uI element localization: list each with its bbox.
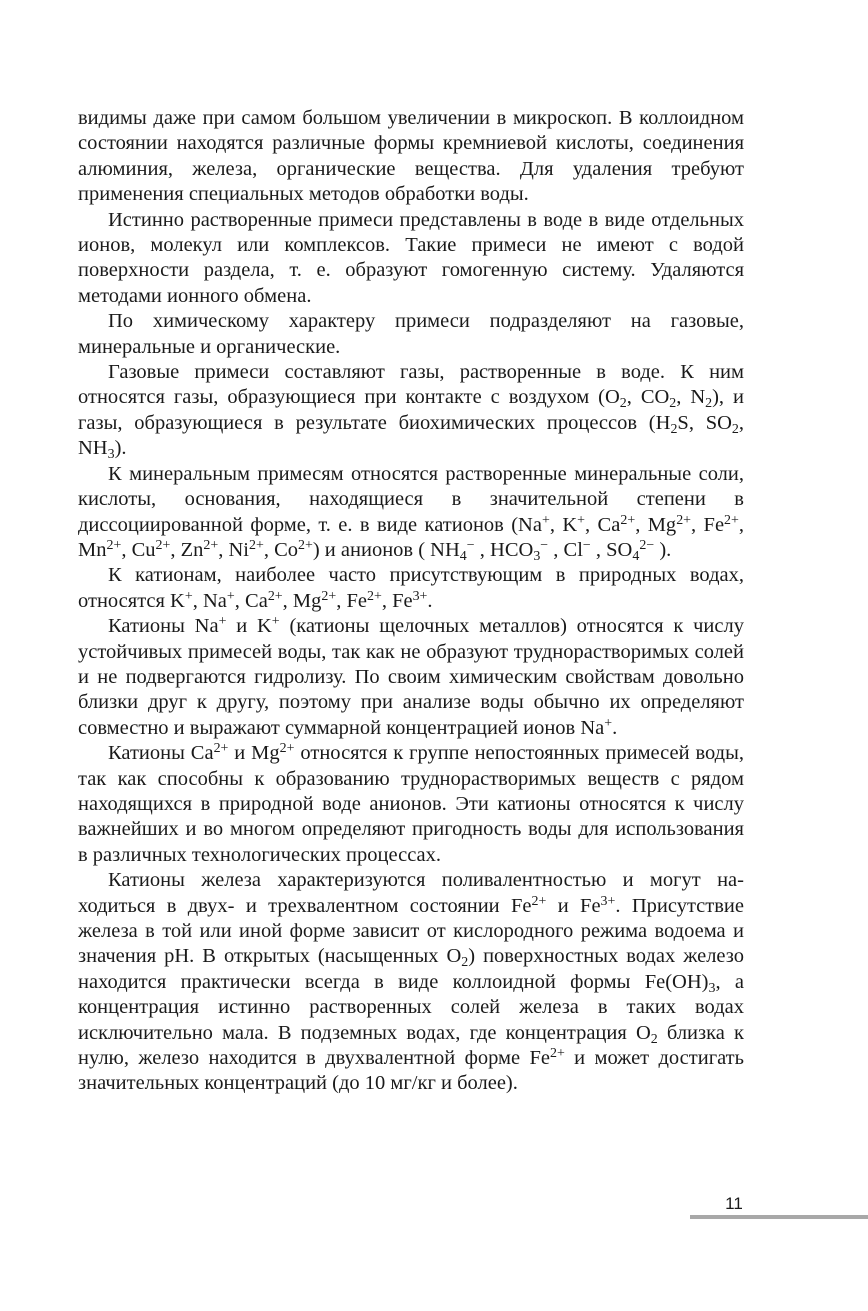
superscript: − (540, 537, 549, 553)
text-run: и может достигать значительных концентраций (до 10 мг/кг и более). (78, 1047, 744, 1095)
paragraph-iron-cations (78, 868, 744, 1097)
text-run: и Mg (228, 742, 280, 765)
text-run: S, SO (677, 411, 732, 434)
text-run: , Na (192, 589, 227, 612)
text-run: , Mg (635, 513, 677, 536)
text-run: ) и анионов ( NH (312, 538, 460, 561)
superscript: 2− (639, 537, 655, 553)
text-run: ). (114, 437, 127, 460)
text-run: , HCO (474, 538, 534, 561)
text-run: , Cl (548, 538, 583, 561)
superscript: 2+ (248, 537, 264, 553)
subscript: 2 (669, 396, 677, 412)
superscript: 2+ (676, 512, 692, 528)
superscript: − (582, 537, 591, 553)
text-run: , Mn (78, 513, 745, 561)
text-run: , Mg (282, 589, 322, 612)
subscript: 3 (533, 548, 541, 564)
subscript: 4 (632, 548, 640, 564)
superscript: − (466, 537, 475, 553)
subscript: 3 (708, 980, 716, 996)
text-run: близка к нулю, железо находится в двухвалентной форме Fe (78, 1021, 744, 1070)
body-text (78, 106, 744, 1097)
text-run: , N (676, 386, 706, 409)
text-run: , Ca (234, 589, 268, 612)
text-run: и Fe (546, 894, 601, 917)
text-run: Газовые примеси составляют газы, растворенные в воде. К ним относятся газы, образующиеся при контакте с воздухом (O (78, 361, 744, 409)
text-run: , а концентрация истинно растворенных солей железа в таких водах исключительно мала. В подземных водах, где концентрация O (78, 970, 745, 1044)
subscript: 2 (619, 396, 627, 412)
paragraph-true-solutions (78, 208, 744, 310)
text-run: ), и газы, образующиеся в результате биохимических процессов (H (78, 386, 744, 434)
text-run: , Cu (121, 538, 156, 561)
subscript: 2 (650, 1031, 658, 1047)
text-run: ) поверхностных водах железо находится практически всегда в виде коллоидной формы Fe(OH) (78, 945, 744, 993)
superscript: 2+ (724, 512, 739, 528)
text-run: , K (549, 513, 578, 536)
superscript: 2+ (279, 740, 295, 756)
text-run: Истинно растворенные примеси представлены в воде в виде отдельных ионов, молекул или комплексов. Такие примеси не имеют с водой поверхности раздела, т. е. образуют гомогенную систему. Удаляются методами ионного обмена. (78, 208, 744, 307)
superscript: 2+ (203, 537, 219, 553)
paragraph-cations-common (78, 563, 744, 614)
text-run: , NH (78, 411, 745, 460)
text-run: , CO (626, 386, 670, 409)
superscript: 2+ (531, 893, 547, 909)
text-run: . Присутствие железа в той или иной форме зависит от кислородного режима водоема и значения pH. В открытых (насыщенных O (78, 894, 744, 968)
superscript: 3+ (600, 893, 616, 909)
superscript: 2+ (549, 1045, 565, 1061)
superscript: 2+ (366, 588, 382, 604)
superscript: + (577, 512, 586, 528)
text-run: и K (226, 615, 272, 638)
subscript: 4 (459, 548, 467, 564)
superscript: 2+ (321, 588, 337, 604)
text-run: , Fe (336, 589, 367, 612)
subscript: 2 (705, 396, 713, 412)
text-run: . (427, 589, 433, 612)
superscript: + (541, 512, 550, 528)
subscript: 2 (670, 421, 678, 437)
text-run: Катионы железа характеризуются поливалентностью и могут находиться в двух- и трехвалентном состоянии Fe (78, 869, 744, 917)
text-run: (катионы щелочных металлов) относятся к числу устойчивых примесей воды, так как не образуют труднорастворимых солей и не подвергаются гидролизу. По своим химическим свойствам довольно близки друг к другу, поэтому при анализе воды обычно их определяют совместно и выражают суммарной концентрацией ионов Na (78, 615, 744, 739)
text-run: , Zn (170, 538, 204, 561)
superscript: + (218, 613, 227, 629)
superscript: 2+ (298, 537, 313, 553)
superscript: + (226, 588, 235, 604)
paragraph-colloids (78, 106, 744, 208)
superscript: + (271, 613, 280, 629)
superscript: 2+ (620, 512, 636, 528)
text-run: , Fe (691, 513, 725, 536)
text-run: видимы даже при самом большом увеличении в микроскоп. В коллоидном состоянии находятся различные формы кремниевой кислоты, соединения алюминия, железа, органические вещества. Для удаления требуют применения специальных методов обработки воды. (78, 107, 744, 206)
paragraph-classification (78, 309, 744, 360)
text-run: , Co (263, 538, 299, 561)
page-number: 11 (725, 1194, 743, 1213)
text-run: , Ca (585, 513, 621, 536)
superscript: + (604, 715, 613, 731)
superscript: 2+ (106, 537, 122, 553)
text-run: К минеральным примесям относятся растворенные минеральные соли, кислоты, основания, находящиеся в значительной степени в диссоциированной форме, т. е. в виде катионов (Na (78, 462, 744, 536)
text-run: По химическому характеру примеси подразделяют на газовые, минеральные и органические. (78, 310, 744, 358)
subscript: 2 (731, 421, 739, 437)
subscript: 2 (461, 955, 469, 971)
text-run: Катионы Ca (108, 742, 214, 765)
footer-rule (690, 1215, 868, 1219)
text-run: Катионы Na (108, 615, 219, 638)
superscript: 3+ (412, 588, 428, 604)
subscript: 3 (107, 447, 115, 463)
text-run: . (612, 716, 618, 739)
superscript: 2+ (213, 740, 229, 756)
superscript: 2+ (155, 537, 171, 553)
paragraph-alkali-cations (78, 614, 744, 741)
text-run: , Ni (218, 538, 249, 561)
paragraph-hardness-cations (78, 741, 744, 868)
text-run: относятся к группе непостоянных примесей воды, так как способны к образованию труднорастворимых веществ с рядом находящихся в природной воде анионов. Эти катионы относятся к числу важнейших и во многом определяют пригодность воды для использования в различных технологических процессах. (78, 742, 744, 866)
paragraph-minerals (78, 462, 744, 564)
text-run: К катионам, наиболее часто присутствующим в природных водах, относятся K (78, 564, 744, 612)
text-run: ). (654, 538, 672, 561)
superscript: + (184, 588, 193, 604)
text-run: , Fe (381, 589, 413, 612)
superscript: 2+ (267, 588, 283, 604)
paragraph-gases (78, 360, 744, 462)
text-run: , SO (590, 538, 633, 561)
